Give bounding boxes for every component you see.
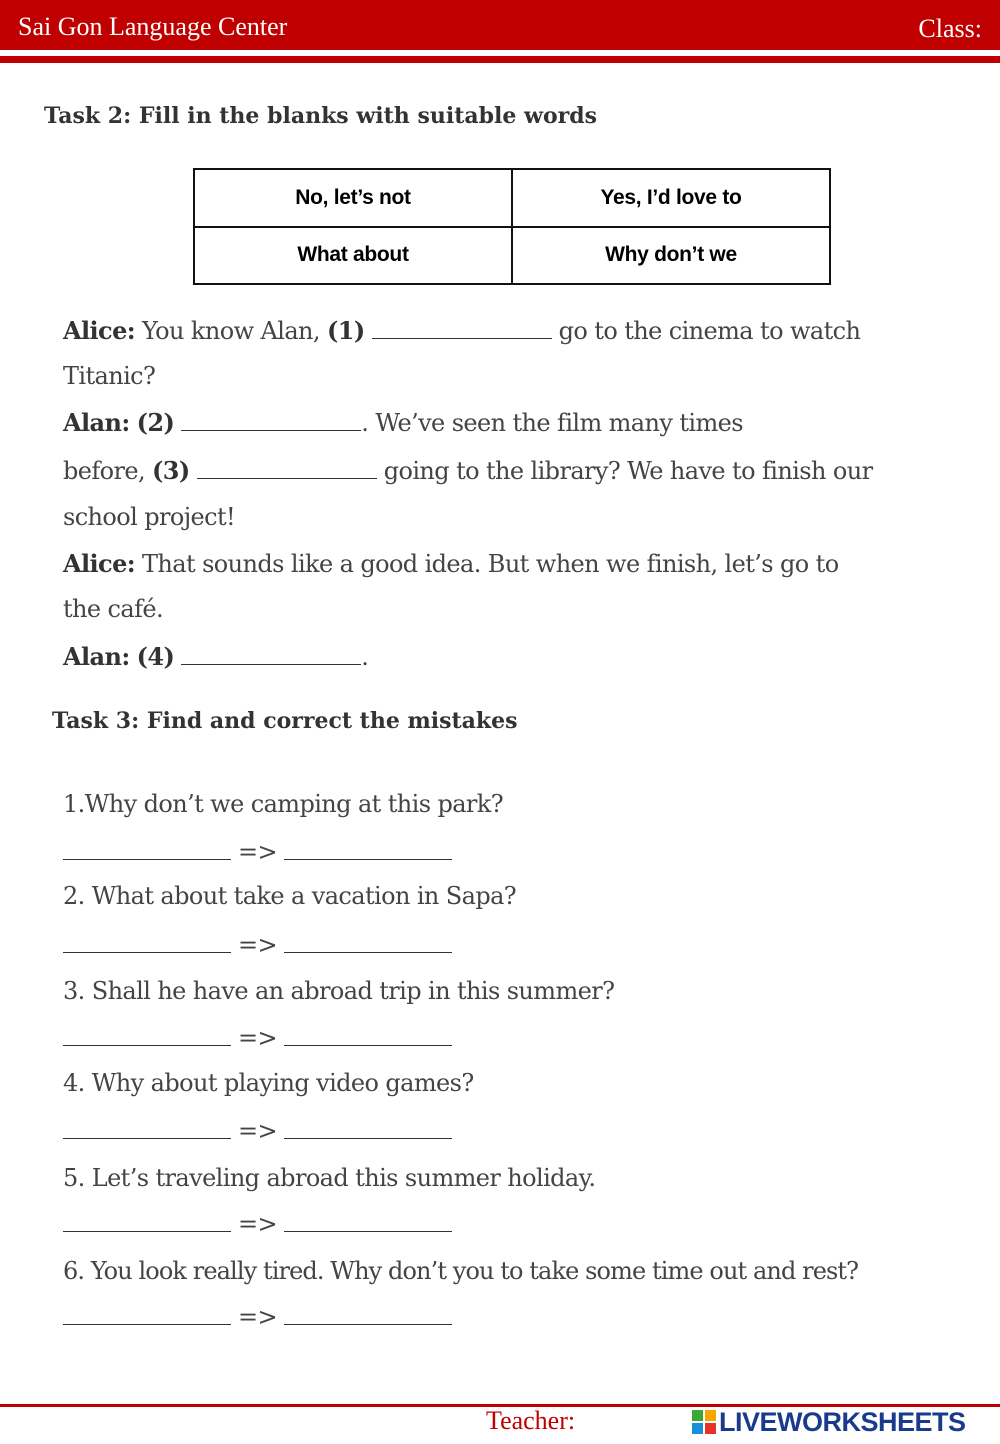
task2-title: Task 2: Fill in the blanks with suitable words	[44, 103, 597, 129]
blank-4[interactable]	[181, 646, 361, 665]
speaker-label: Alan:	[63, 408, 130, 437]
arrow: =>	[238, 1303, 278, 1331]
class-label: Class:	[918, 14, 982, 43]
blank-number: (3)	[152, 456, 190, 485]
dialogue-line	[63, 549, 839, 578]
question-item: 2. What about take a vacation in Sapa?	[63, 882, 517, 910]
word-box	[193, 168, 831, 285]
dialogue-text: the café.	[63, 595, 163, 623]
speaker-label: Alice:	[63, 549, 135, 578]
mistake-blank[interactable]	[63, 1213, 231, 1232]
dialogue-text: . We’ve seen the film many times	[361, 409, 743, 437]
question-item: 5. Let’s traveling abroad this summer holiday.	[63, 1164, 596, 1192]
liveworksheets-logo	[692, 1406, 966, 1438]
task3-title: Task 3: Find and correct the mistakes	[52, 708, 518, 734]
arrow: =>	[238, 931, 278, 959]
correction-blank[interactable]	[284, 1306, 452, 1325]
question-item: 3. Shall he have an abroad trip in this summer?	[63, 977, 615, 1005]
blank-1[interactable]	[372, 320, 552, 339]
word-option: No, let’s not	[194, 169, 512, 227]
brand-name: LIVEWORKSHEETS	[719, 1406, 966, 1437]
question-item: 6. You look really tired. Why don’t you to take some time out and rest?	[63, 1257, 859, 1285]
dialogue-line	[63, 362, 155, 390]
question-item: 1.Why don’t we camping at this park?	[63, 790, 504, 818]
blank-number: (4)	[136, 642, 175, 671]
dialogue-text: before,	[63, 457, 153, 485]
answer-row	[63, 931, 452, 959]
correction-blank[interactable]	[284, 1027, 452, 1046]
correction-blank[interactable]	[284, 841, 452, 860]
dialogue-line	[63, 456, 872, 485]
correction-blank[interactable]	[284, 934, 452, 953]
arrow: =>	[238, 1117, 278, 1145]
dialogue-line	[63, 503, 235, 531]
answer-row	[63, 1210, 452, 1238]
speaker-label: Alan:	[63, 642, 130, 671]
dialogue-text: That sounds like a good idea. But when we finish, let’s go to	[135, 550, 839, 578]
header-divider	[0, 56, 1000, 63]
liveworksheets-icon	[692, 1410, 716, 1434]
word-option: Why don’t we	[512, 227, 830, 285]
mistake-blank[interactable]	[63, 934, 231, 953]
dialogue-text: You know Alan,	[135, 317, 327, 345]
blank-2[interactable]	[181, 412, 361, 431]
blank-3[interactable]	[197, 460, 377, 479]
answer-row	[63, 1303, 452, 1331]
answer-row	[63, 838, 452, 866]
mistake-blank[interactable]	[63, 1120, 231, 1139]
dialogue-text: going to the library? We have to finish our	[376, 457, 873, 485]
dialogue-text: .	[361, 643, 369, 671]
question-item: 4. Why about playing video games?	[63, 1069, 474, 1097]
correction-blank[interactable]	[284, 1213, 452, 1232]
teacher-label: Teacher:	[486, 1406, 576, 1435]
mistake-blank[interactable]	[63, 841, 231, 860]
school-name: Sai Gon Language Center	[18, 12, 288, 41]
arrow: =>	[238, 1210, 278, 1238]
mistake-blank[interactable]	[63, 1306, 231, 1325]
blank-number: (2)	[136, 408, 175, 437]
correction-blank[interactable]	[284, 1120, 452, 1139]
blank-number: (1)	[326, 316, 365, 345]
dialogue-line	[63, 316, 860, 345]
arrow: =>	[238, 1024, 278, 1052]
dialogue-line	[63, 595, 163, 623]
dialogue-line	[63, 642, 368, 671]
word-option: Yes, I’d love to	[512, 169, 830, 227]
answer-row	[63, 1117, 452, 1145]
dialogue-text: go to the cinema to watch	[551, 317, 861, 345]
arrow: =>	[238, 838, 278, 866]
dialogue-line	[63, 408, 743, 437]
answer-row	[63, 1024, 452, 1052]
speaker-label: Alice:	[63, 316, 135, 345]
dialogue-text: school project!	[63, 503, 236, 531]
dialogue-text: Titanic?	[63, 362, 156, 390]
mistake-blank[interactable]	[63, 1027, 231, 1046]
word-option: What about	[194, 227, 512, 285]
